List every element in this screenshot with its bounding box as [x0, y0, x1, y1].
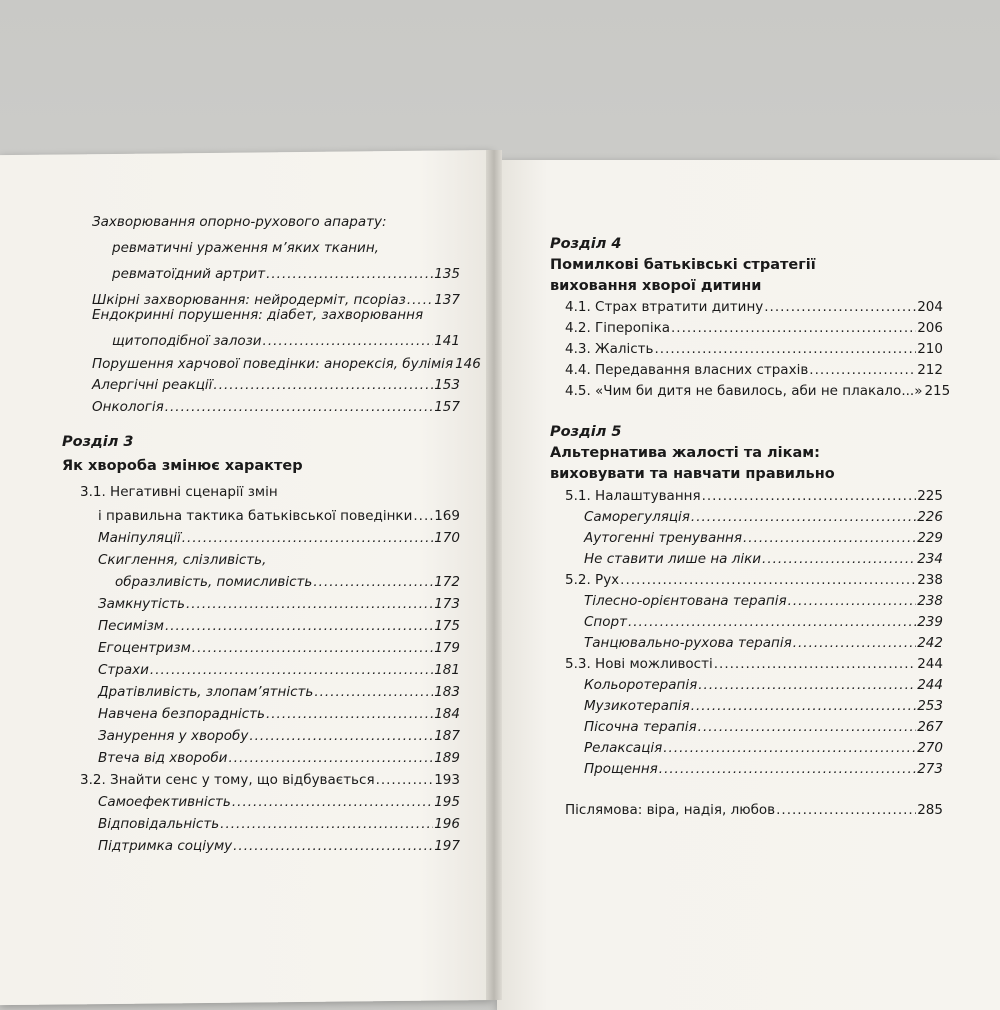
toc-page-number: 210 — [917, 341, 943, 357]
toc-entry[interactable] — [98, 794, 460, 810]
toc-entry-label: Пісочна терапія — [584, 719, 697, 735]
toc-entry[interactable] — [98, 640, 460, 656]
toc-entry-label: і правильна тактика батьківської поведінки — [98, 508, 413, 524]
toc-page-number: 137 — [434, 292, 460, 308]
chapter-label: Розділ 4 — [550, 236, 622, 252]
chapter-title: Альтернатива жалості та лікам: — [550, 445, 820, 461]
leader-dots — [663, 740, 916, 756]
toc-entry-label: ревматоїдний артрит — [112, 266, 266, 282]
toc-entry-label: щитоподібної залози — [112, 333, 262, 349]
toc-page-number: 172 — [434, 574, 460, 590]
chapter-title: виховання хворої дитини — [550, 278, 762, 294]
leader-dots — [165, 618, 433, 634]
leader-dots — [150, 662, 433, 678]
toc-page-number: 239 — [917, 614, 943, 630]
toc-entry[interactable] — [98, 728, 460, 744]
toc-page-number: 238 — [917, 593, 943, 609]
book-spine — [486, 150, 502, 1000]
leader-dots — [659, 761, 916, 777]
toc-page-number: 238 — [917, 572, 943, 588]
toc-entry-label: Занурення у хворобу — [98, 728, 249, 744]
toc-entry-label: Дратівливість, злопам’ятність — [98, 684, 314, 700]
toc-entry-label: 3.2. Знайти сенс у тому, що відбувається — [80, 772, 375, 788]
leader-dots — [233, 838, 433, 854]
toc-page-number: 267 — [917, 719, 943, 735]
toc-entry[interactable] — [584, 551, 943, 567]
toc-page-number: 206 — [917, 320, 943, 336]
toc-page-number: 212 — [917, 362, 943, 378]
leader-dots — [671, 320, 916, 336]
toc-entry[interactable] — [584, 614, 943, 630]
chapter-title: Помилкові батьківські стратегії — [550, 257, 816, 273]
toc-entry[interactable] — [92, 292, 460, 308]
toc-page-number: 189 — [434, 750, 460, 766]
toc-entry-label: Релаксація — [584, 740, 663, 756]
leader-dots — [263, 333, 434, 349]
toc-entry-label: Спорт — [584, 614, 627, 630]
leader-dots — [698, 719, 917, 735]
toc-entry-label: 5.1. Налаштування — [565, 488, 701, 504]
toc-entry[interactable] — [584, 635, 943, 651]
toc-page-number: 170 — [434, 530, 460, 546]
toc-entry[interactable] — [584, 740, 943, 756]
toc-entry-label: 4.4. Передавання власних страхів — [565, 362, 809, 378]
toc-section[interactable] — [80, 772, 460, 788]
toc-entry-label: Не ставити лише на ліки — [584, 551, 762, 567]
toc-page-number: 244 — [917, 656, 943, 672]
toc-entry-label: Песимізм — [98, 618, 164, 634]
toc-entry[interactable] — [584, 761, 943, 777]
toc-entry-label: Відповідальність — [98, 816, 220, 832]
toc-entry-label: образливість, помисливість — [115, 574, 313, 590]
toc-page-number: 187 — [434, 728, 460, 744]
toc-line: Захворювання опорно-рухового апарату: — [92, 214, 387, 230]
toc-entry-label: Тілесно-орієнтована терапія — [584, 593, 787, 609]
toc-entry-label: Маніпуляції — [98, 530, 181, 546]
toc-page-number: 153 — [434, 377, 460, 393]
toc-entry-label: Алергічні реакції — [92, 377, 213, 393]
toc-page-number: 273 — [917, 761, 943, 777]
toc-entry[interactable] — [92, 399, 460, 415]
toc-entry-label: Онкологія — [92, 399, 164, 415]
toc-page-number: 181 — [434, 662, 460, 678]
toc-entry-label: Егоцентризм — [98, 640, 191, 656]
leader-dots — [213, 377, 433, 393]
chapter-title: Як хвороба змінює характер — [62, 458, 303, 474]
leader-dots — [186, 596, 433, 612]
toc-entry[interactable] — [115, 574, 460, 590]
leader-dots — [232, 794, 433, 810]
toc-entry-label: 4.1. Страх втратити дитину — [565, 299, 764, 315]
toc-entry[interactable] — [584, 719, 943, 735]
toc-page-number: 225 — [917, 488, 943, 504]
leader-dots — [764, 299, 916, 315]
leader-dots — [762, 551, 916, 567]
leader-dots — [220, 816, 433, 832]
chapter-label: Розділ 5 — [550, 424, 622, 440]
toc-entry-label: Прощення — [584, 761, 658, 777]
toc-entry[interactable] — [584, 530, 943, 546]
toc-entry[interactable] — [98, 750, 460, 766]
toc-entry-label: Підтримка соціуму — [98, 838, 233, 854]
leader-dots — [743, 530, 916, 546]
leader-dots — [698, 677, 916, 693]
toc-entry[interactable] — [98, 838, 460, 854]
toc-entry[interactable] — [584, 593, 943, 609]
toc-entry[interactable] — [584, 509, 943, 525]
toc-page-number: 285 — [917, 802, 943, 818]
toc-page-number: 234 — [917, 551, 943, 567]
toc-entry[interactable] — [584, 677, 943, 693]
leader-dots — [413, 508, 433, 524]
leader-dots — [228, 750, 433, 766]
toc-section[interactable] — [565, 341, 943, 357]
toc-page-number: 193 — [434, 772, 460, 788]
toc-page-number: 135 — [434, 266, 460, 282]
toc-page-number: 141 — [434, 333, 460, 349]
toc-entry-label: Самоефективність — [98, 794, 231, 810]
toc-page-number: 242 — [917, 635, 943, 651]
toc-entry[interactable] — [98, 662, 460, 678]
leader-dots — [182, 530, 433, 546]
toc-entry-label: Саморегуляція — [584, 509, 690, 525]
toc-entry[interactable] — [112, 266, 460, 282]
toc-section[interactable] — [565, 299, 943, 315]
toc-page-number: 197 — [434, 838, 460, 854]
toc-entry-label: 4.3. Жалість — [565, 341, 654, 357]
toc-line: Скиглення, слізливість, — [98, 552, 267, 568]
toc-page-number: 195 — [434, 794, 460, 810]
leader-dots — [192, 640, 433, 656]
toc-entry-label: 5.3. Нові можливості — [565, 656, 713, 672]
chapter-title: виховувати та навчати правильно — [550, 466, 835, 482]
leader-dots — [620, 572, 916, 588]
leader-dots — [702, 488, 917, 504]
chapter-label: Розділ 3 — [62, 434, 134, 450]
toc-entry-label: 5.2. Рух — [565, 572, 620, 588]
toc-section[interactable] — [565, 320, 943, 336]
leader-dots — [655, 341, 917, 357]
toc-page-number: 175 — [434, 618, 460, 634]
leader-dots — [691, 698, 917, 714]
toc-page-number: 253 — [917, 698, 943, 714]
toc-section[interactable] — [565, 572, 943, 588]
toc-entry-label: Замкнутість — [98, 596, 185, 612]
toc-page-number: 270 — [917, 740, 943, 756]
toc-page-number: 229 — [917, 530, 943, 546]
toc-entry-label: Танцювально-рухова терапія — [584, 635, 792, 651]
leader-dots — [266, 706, 433, 722]
toc-page-number: 169 — [434, 508, 460, 524]
toc-entry[interactable] — [98, 684, 460, 700]
toc-entry-label: Порушення харчової поведінки: анорексія, булімія — [92, 356, 454, 372]
toc-entry-label: Шкірні захворювання: нейродерміт, псоріаз — [92, 292, 406, 308]
toc-page-number: 157 — [434, 399, 460, 415]
leader-dots — [776, 802, 916, 818]
toc-entry-label: Післямова: віра, надія, любов — [565, 802, 776, 818]
toc-entry[interactable] — [112, 333, 460, 349]
toc-page-number: 244 — [917, 677, 943, 693]
leader-dots — [376, 772, 434, 788]
toc-page-number: 183 — [434, 684, 460, 700]
toc-page-number: 184 — [434, 706, 460, 722]
toc-afterword[interactable] — [565, 802, 943, 818]
leader-dots — [793, 635, 917, 651]
toc-entry[interactable] — [98, 706, 460, 722]
leader-dots — [266, 266, 433, 282]
leader-dots — [407, 292, 433, 308]
toc-section[interactable] — [565, 362, 943, 378]
toc-line: ревматичні ураження м’яких тканин, — [112, 240, 379, 256]
toc-entry[interactable] — [584, 698, 943, 714]
toc-page-number: 173 — [434, 596, 460, 612]
toc-entry[interactable] — [98, 816, 460, 832]
toc-page-number: 179 — [434, 640, 460, 656]
toc-entry-label: Навчена безпорадність — [98, 706, 265, 722]
toc-page-number: 215 — [924, 383, 951, 399]
toc-entry[interactable] — [98, 618, 460, 634]
toc-entry[interactable] — [92, 356, 481, 372]
leader-dots — [714, 656, 916, 672]
leader-dots — [314, 684, 433, 700]
toc-page-number: 226 — [917, 509, 943, 525]
toc-section[interactable] — [565, 488, 943, 504]
toc-page-number: 204 — [917, 299, 943, 315]
toc-entry-label: Страхи — [98, 662, 149, 678]
section-line: 3.1. Негативні сценарії змін — [80, 484, 278, 500]
leader-dots — [249, 728, 433, 744]
toc-entry-label: Втеча від хвороби — [98, 750, 228, 766]
toc-section[interactable] — [98, 508, 460, 524]
toc-entry-label: Музикотерапія — [584, 698, 690, 714]
leader-dots — [165, 399, 434, 415]
toc-entry-label: 4.2. Гіперопіка — [565, 320, 671, 336]
toc-entry[interactable] — [98, 530, 460, 546]
toc-entry-label: Кольоротерапія — [584, 677, 698, 693]
leader-dots — [628, 614, 916, 630]
toc-entry[interactable] — [98, 596, 460, 612]
toc-line: Ендокринні порушення: діабет, захворювання — [92, 307, 424, 323]
leader-dots — [809, 362, 916, 378]
toc-section[interactable] — [565, 383, 951, 399]
toc-entry-label: Аутогенні тренування — [584, 530, 742, 546]
leader-dots — [691, 509, 916, 525]
toc-entry[interactable] — [92, 377, 460, 393]
toc-page-number: 196 — [434, 816, 460, 832]
toc-page-number: 146 — [455, 356, 481, 372]
toc-section[interactable] — [565, 656, 943, 672]
leader-dots — [788, 593, 917, 609]
leader-dots — [313, 574, 433, 590]
toc-entry-label: 4.5. «Чим би дитя не бавилось, аби не плакало...» — [565, 383, 923, 399]
